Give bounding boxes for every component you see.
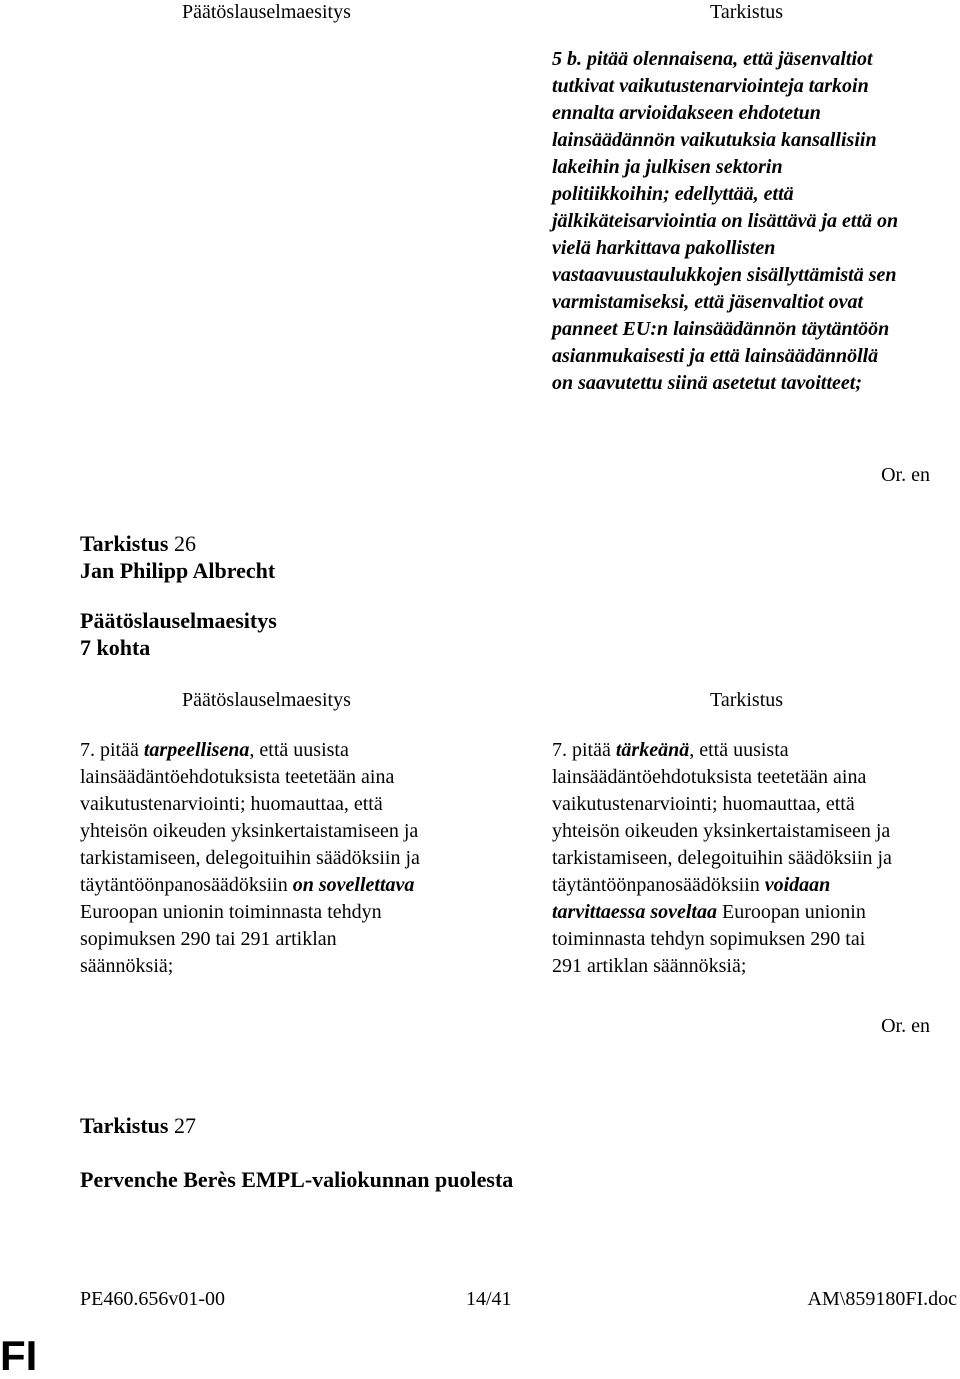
- text-line: [80, 872, 420, 899]
- text-run: 7. pitää: [552, 739, 616, 761]
- amendment-label: Tarkistus: [80, 1113, 169, 1138]
- changed-text: tarvittaessa soveltaa: [552, 901, 717, 923]
- target-document: Päätöslauselmaesitys: [80, 608, 277, 633]
- text-line: lainsäädännön vaikutuksia kansallisiin: [552, 129, 877, 151]
- text-run: lainsäädäntöehdotuksista teetetään aina: [80, 766, 395, 788]
- text-line: [80, 926, 420, 953]
- amendment-label: Tarkistus: [80, 531, 169, 556]
- text-line: [552, 926, 892, 953]
- text-run: yhteisön oikeuden yksinkertaistamiseen ja: [80, 820, 419, 842]
- changed-text: voidaan: [764, 874, 831, 896]
- text-line: tutkivat vaikutustenarviointeja tarkoin: [552, 75, 869, 97]
- text-line: [80, 818, 420, 845]
- text-line: [552, 845, 892, 872]
- amendment-heading: [80, 530, 196, 558]
- column-header-right: Tarkistus: [710, 1, 784, 23]
- text-run: , että uusista: [249, 739, 349, 761]
- text-run: säännöksiä;: [80, 955, 174, 977]
- amendment-number: 26: [173, 531, 196, 556]
- text-line: [552, 764, 892, 791]
- text-run: toiminnasta tehdyn sopimuksen 290 tai: [552, 928, 866, 950]
- text-line: [80, 737, 420, 764]
- text-run: 291 artiklan säännöksiä;: [552, 955, 747, 977]
- language-code: FI: [0, 1332, 38, 1379]
- amendment-text-right: [552, 737, 892, 980]
- text-line: varmistamiseksi, että jäsenvaltiot ovat: [552, 291, 864, 313]
- text-line: [552, 737, 892, 764]
- column-header-left: Päätöslauselmaesitys: [182, 689, 351, 711]
- text-run: vaikutustenarviointi; huomauttaa, että: [552, 793, 855, 815]
- original-language: Or. en: [881, 1015, 930, 1037]
- text-run: tarkistamiseen, delegoituihin säädöksiin ja: [552, 847, 892, 869]
- text-line: [80, 899, 420, 926]
- amendment-text-right: [552, 46, 898, 397]
- text-line: asianmukaisesti ja että lainsäädännöllä: [552, 345, 879, 367]
- text-run: tarkistamiseen, delegoituihin säädöksiin ja: [80, 847, 420, 869]
- text-run: Euroopan unionin toiminnasta tehdyn: [80, 901, 382, 923]
- text-line: ennalta arvioidakseen ehdotetun: [552, 102, 821, 124]
- text-line: [552, 818, 892, 845]
- text-line: on saavutettu siinä asetetut tavoitteet;: [552, 372, 862, 394]
- text-line: lakeihin ja julkisen sektorin: [552, 156, 783, 178]
- text-line: jälkikäteisarviointia on lisättävä ja että on: [552, 210, 899, 232]
- text-run: Euroopan unionin: [716, 901, 866, 923]
- text-line: politiikkoihin; edellyttää, että: [552, 183, 794, 205]
- target-point: 7 kohta: [80, 635, 151, 660]
- text-line: vastaavuustaulukkojen sisällyttämistä sen: [552, 264, 897, 286]
- text-run: vaikutustenarviointi; huomauttaa, että: [80, 793, 383, 815]
- text-line: [80, 764, 420, 791]
- text-run: yhteisön oikeuden yksinkertaistamiseen ja: [552, 820, 891, 842]
- column-header-left: Päätöslauselmaesitys: [182, 1, 351, 23]
- text-line: 5 b. pitää olennaisena, että jäsenvaltiot: [552, 48, 873, 70]
- text-line: [552, 872, 892, 899]
- amendment-author: Pervenche Berès EMPL-valiokunnan puolesta: [80, 1167, 514, 1192]
- text-line: [80, 791, 420, 818]
- changed-text: tärkeänä: [615, 739, 690, 761]
- amendment-author: Jan Philipp Albrecht: [80, 558, 276, 583]
- amendment-text-left: [80, 737, 420, 980]
- text-run: täytäntöönpanosäädöksiin: [552, 874, 765, 896]
- text-line: panneet EU:n lainsäädännön täytäntöön: [552, 318, 890, 340]
- footer-file-name: AM\859180FI.doc: [807, 1288, 957, 1310]
- changed-text: tarpeellisena: [143, 739, 250, 761]
- text-run: sopimuksen 290 tai 291 artiklan: [80, 928, 337, 950]
- text-line: [552, 791, 892, 818]
- text-line: [80, 953, 420, 980]
- text-run: 7. pitää: [80, 739, 144, 761]
- text-run: lainsäädäntöehdotuksista teetetään aina: [552, 766, 867, 788]
- column-header-right: Tarkistus: [710, 689, 784, 711]
- text-run: , että uusista: [689, 739, 789, 761]
- amendment-heading: [80, 1112, 196, 1140]
- footer-page-number: 14/41: [466, 1288, 512, 1310]
- original-language: Or. en: [881, 464, 930, 486]
- text-run: täytäntöönpanosäädöksiin: [80, 874, 293, 896]
- text-line: [552, 953, 892, 980]
- changed-text: on sovellettava: [292, 874, 415, 896]
- amendment-number: 27: [173, 1113, 196, 1138]
- text-line: [552, 899, 892, 926]
- text-line: [80, 845, 420, 872]
- footer-document-ref: PE460.656v01-00: [80, 1288, 225, 1310]
- text-line: vielä harkittava pakollisten: [552, 237, 776, 259]
